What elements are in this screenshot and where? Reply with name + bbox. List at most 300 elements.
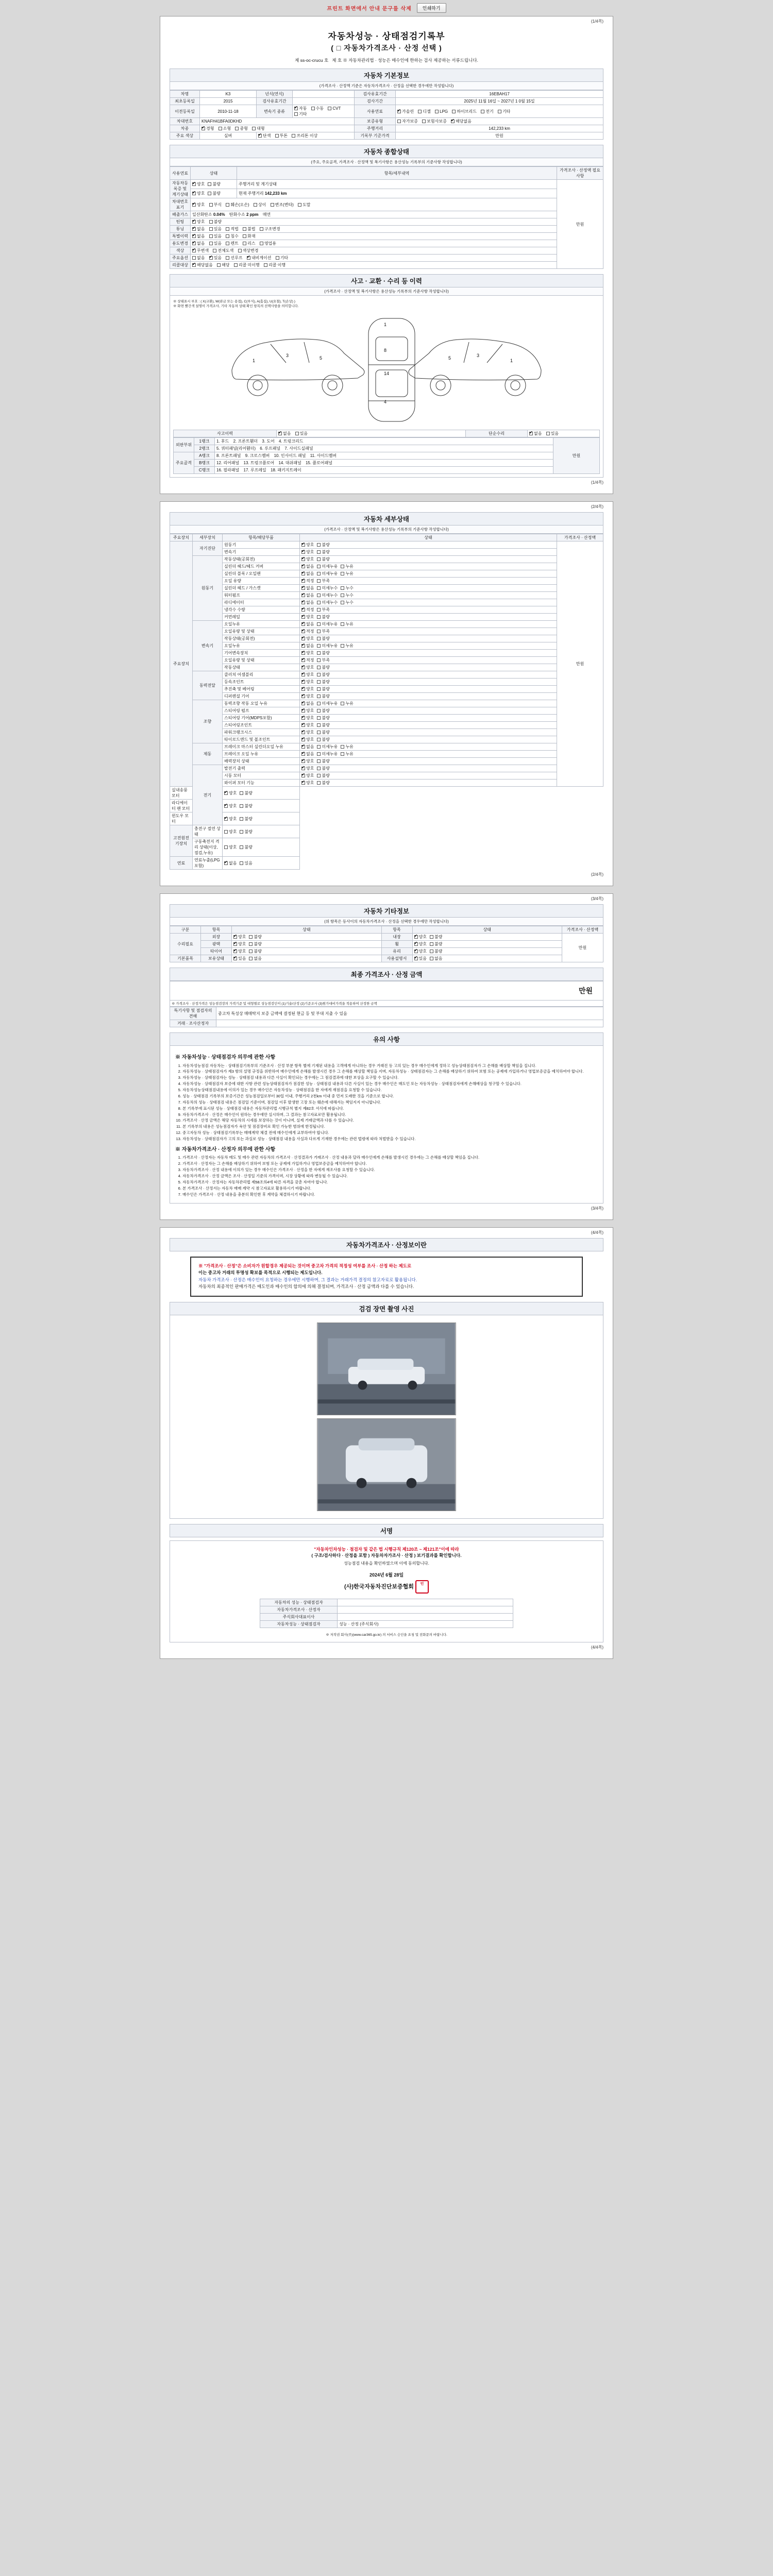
other-th-2: 상태 [232,926,382,934]
cb-d2-0c[interactable] [341,622,344,626]
detail-sub-trans: 변속기 [193,621,223,671]
detail-state-4-3[interactable]: ✔ 양호 불량 [300,722,557,729]
detail-state-1-7[interactable]: ✔ 적정 부족 [300,606,557,614]
cb-d2-5a[interactable] [301,658,305,662]
cb-doc-ok[interactable] [192,182,196,186]
detail-state-3-0[interactable]: ✔ 양호 불량 [300,671,557,679]
cb-d1-5c[interactable] [341,594,344,597]
cb-d6-4a[interactable] [224,804,228,808]
cb-d1-6c[interactable] [341,601,344,604]
other-opts2-3[interactable]: ✔ 있음 없음 [412,955,562,962]
cb-d1-0b[interactable] [317,557,321,561]
cb-d3-0b[interactable] [317,673,321,676]
cb-vin-mod[interactable] [271,203,274,207]
detail-price-col: 만원 [557,541,603,787]
cb-tint-bad[interactable] [209,220,213,224]
sign-row-value-2[interactable] [338,1613,513,1620]
accident-history-options[interactable]: ✔ 없음 있음 [277,430,466,437]
cb-vin-damage[interactable] [226,203,229,207]
cb-odo-bad[interactable] [208,192,211,195]
cb-d1-1b[interactable] [317,565,321,568]
warranty-options[interactable]: 자가보증 보험사보증 ✔ 해당없음 [396,118,603,125]
cb-d4-2b[interactable] [317,716,321,720]
cb-d6-5b[interactable] [240,817,243,821]
cb-d7-0b[interactable] [240,830,243,834]
overall-row-label-6: 특별이력 [170,233,191,240]
cb-d2-3c[interactable] [341,644,344,648]
detail-state-6-3[interactable]: ✔양호 불량 [223,787,300,800]
signature-box [170,1540,603,1642]
detail-state-4-5[interactable]: ✔ 양호 불량 [300,736,557,743]
notice-item-1-11: 12. 중고자동차 성능 · 상태점검기록부는 매매계약 체결 전에 매수인에게 교부하여야 합니다. [182,1130,598,1136]
cb-manual-yes[interactable] [414,957,418,960]
price-note-value: 중고차 특성상 매매탁지 보증 금액에 결정된 현금 등 및 부대 지출 수 있음 [216,1007,603,1020]
detail-state-7-1[interactable]: 양호 불량 [223,838,300,857]
cb-d3-3a[interactable] [301,694,305,698]
cb-type-small[interactable] [219,127,222,130]
cb-type-light[interactable] [201,127,205,130]
cb-d4-3b[interactable] [317,723,321,727]
detail-state-1-3[interactable]: ✔ 적정 부족 [300,578,557,585]
cb-color-three[interactable] [292,134,295,138]
cb-d4-1b[interactable] [317,709,321,713]
cb-d3-1b[interactable] [317,680,321,684]
other-opts2-0[interactable]: ✔ 양호 불량 [412,934,562,941]
co-value: 0.04% [213,212,225,217]
detail-sub-elec: 전기 [193,765,223,825]
cb-usage-rent[interactable] [226,242,229,245]
cb-tuning-struct[interactable] [260,227,263,231]
part-14: 14. 대쉬패널 [278,461,301,465]
other-opts-0[interactable]: ✔ 양호 불량 [232,934,382,941]
cb-tuning-yes[interactable] [209,227,213,231]
cb-option-yes[interactable] [209,256,213,260]
simple-repair-options[interactable]: ✔ 없음 있음 [528,430,600,437]
cb-transmission-manual[interactable] [311,107,315,110]
cb-int-ok[interactable] [414,935,418,939]
print-button[interactable]: 인쇄하기 [417,3,446,13]
tuning-options[interactable]: ✔ 없음 있음 적법 불법 구조변경 [191,226,557,233]
cb-wheel-bad[interactable] [430,942,433,946]
notice-item-1-8: 9. 자동차가격조사 · 산정은 매수인이 원하는 경우에만 실시하며, 그 결과는 참고자료로만 활용됩니다. [182,1112,598,1118]
detail-table [170,534,603,870]
cb-d5-1c[interactable] [341,752,344,756]
cb-d1-3a[interactable] [301,579,305,583]
part-17: 17. 루프레일 [243,468,266,472]
vehicle-type-options[interactable]: ✔ 경형 소형 중형 대형 [200,125,355,132]
cb-d7-1b[interactable] [240,845,243,849]
cb-d4-0b[interactable] [317,702,321,705]
part-18: 18. 패키지트레이 [271,468,301,472]
cb-d5-1b[interactable] [317,752,321,756]
basic-label3-1: 검사기간 [355,98,396,105]
cb-warranty-self[interactable] [397,120,401,123]
fuel-options[interactable]: ✔ 가솔린 디젤 LPG 하이브리드 전기 기타 [396,105,603,118]
detail-state-2-0[interactable]: ✔ 없음 미세누유 누유 [300,621,557,628]
cb-fuel-gasoline[interactable] [397,110,401,113]
detail-item-4-2: 스티어링 기어(MDPS포함) [223,715,300,722]
cb-d2-1a[interactable] [301,630,305,633]
detail-item-2-5: 오일유량 및 상태 [223,657,300,664]
detail-state-1-2[interactable]: ✔ 없음 미세누유 누유 [300,570,557,578]
detail-state-5-1[interactable]: ✔ 없음 미세누유 누유 [300,751,557,758]
cb-odo-ok[interactable] [192,192,196,195]
cb-d1-4b[interactable] [317,586,321,590]
detail-state-4-2[interactable]: ✔ 양호 불량 [300,715,557,722]
cb-tire-ok[interactable] [233,950,237,953]
sign-row-value-3[interactable]: 성능 · 산정 (주식회사) [338,1620,513,1628]
cb-d1-7b[interactable] [317,608,321,612]
cb-paint-none[interactable] [192,249,196,252]
cb-d1-4a[interactable] [301,586,305,590]
overall-row-label-8: 색상 [170,247,191,255]
overall-opt-0[interactable]: ✔양호 불량 [191,180,237,189]
cb-warranty-insurance[interactable] [422,120,426,123]
cb-ext-ok[interactable] [233,935,237,939]
cb-option-sunroof[interactable] [226,256,229,260]
cb-d1-5a[interactable] [301,594,305,597]
detail-state-1-0[interactable]: ✔ 양호 불량 [300,556,557,563]
detail-state-8-0[interactable]: ✔없음 있음 [223,857,300,870]
detail-item-6-1: 시동 모터 [223,772,300,779]
color-options[interactable]: ✔ 단색 투톤 쓰리톤 이상 [257,132,355,140]
cb-d8-0b[interactable] [240,861,243,865]
notice-body [170,1046,603,1204]
cb-d1-8a[interactable] [301,615,305,619]
cb-d4-3a[interactable] [301,723,305,727]
detail-state-6-2[interactable]: ✔ 양호 불량 [300,779,557,787]
print-warning: 프린트 화면에서 안내 문구를 삭제 [327,6,412,12]
cb-accident-none[interactable] [278,432,282,435]
cb-d3-2a[interactable] [301,687,305,691]
cb-warranty-none[interactable] [451,120,455,123]
cb-d2-4b[interactable] [317,651,321,655]
detail-state-7-0[interactable]: 양호 불량 [223,825,300,838]
cb-d7-1a[interactable] [224,845,228,849]
cb-fuel-lpg[interactable] [435,110,439,113]
cb-accident-yes[interactable] [295,432,299,435]
page-subtitle: ( □ 자동차가격조사 · 산정 선택 ) [331,44,442,52]
detail-state-0-0[interactable]: ✔ 양호 불량 [300,541,557,549]
cb-d1-6b[interactable] [317,601,321,604]
cb-recall-not-done[interactable] [234,263,238,267]
detail-state-6-4[interactable]: ✔양호 불량 [223,800,300,812]
detail-item-6-4: 라디에이터 팬 모터 [170,800,193,812]
cb-d0-1a[interactable] [301,550,305,554]
cb-vin-ok[interactable] [192,203,196,207]
detail-state-2-3[interactable]: ✔ 없음 미세누유 누유 [300,642,557,650]
detail-state-2-1[interactable]: ✔ 적정 부족 [300,628,557,635]
cb-tuning-legal[interactable] [226,227,229,231]
overall-th-2: 항목/세부내역 [237,167,557,180]
cb-d1-5b[interactable] [317,594,321,597]
cb-d2-3b[interactable] [317,644,321,648]
notice-item-1-6: 7. 자동차의 성능 · 상태점검 내용은 점검일 기준이며, 점검일 이후 발생한 고장 또는 훼손에 대해서는 책임지지 아니합니다. [182,1100,598,1106]
detail-state-3-3[interactable]: ✔ 양호 불량 [300,693,557,700]
cb-d1-1a[interactable] [301,565,305,568]
cb-d7-0a[interactable] [224,830,228,834]
cb-d1-2c[interactable] [341,572,344,575]
cb-tire-bad[interactable] [249,950,253,953]
detail-state-1-4[interactable]: ✔ 없음 미세누수 누수 [300,585,557,592]
other-th-0: 구분 [170,926,201,934]
detail-state-4-1[interactable]: ✔ 양호 불량 [300,707,557,715]
other-opts-1[interactable]: ✔ 양호 불량 [232,941,382,948]
detail-state-6-5[interactable]: ✔양호 불량 [223,812,300,825]
cb-polish-bad[interactable] [249,942,253,946]
signature-warning-3: 성능점검 내용을 확인하였으며 이에 동의합니다. [344,1561,429,1566]
notice-item-2-1: 2. 가격조사 · 산정자는 그 손해를 배상하기 위하여 보험 또는 공제에 가입하거나 영업보증금을 예치하여야 합니다. [182,1161,598,1167]
cb-fuel-diesel[interactable] [418,110,422,113]
cb-vin-diff[interactable] [254,203,257,207]
cb-d6-2a[interactable] [301,781,305,785]
cb-glass-ok[interactable] [414,950,418,953]
cb-d1-7a[interactable] [301,608,305,612]
cb-d1-2b[interactable] [317,572,321,575]
other-opts-2[interactable]: ✔ 양호 불량 [232,948,382,955]
svg-text:4: 4 [384,399,387,404]
other-price: 만원 [562,934,603,962]
basic-value3-1: 2025년 11월 16일 ~ 2027년 1 0월 15일 [396,98,603,105]
cb-d2-0b[interactable] [317,622,321,626]
detail-state-3-2[interactable]: ✔ 양호 불량 [300,686,557,693]
cb-int-bad[interactable] [430,935,433,939]
cb-d1-3b[interactable] [317,579,321,583]
cb-d2-5b[interactable] [317,658,321,662]
cb-tuning-illegal[interactable] [243,227,246,231]
other-opts2-1[interactable]: ✔ 양호 불량 [412,941,562,948]
cb-d1-1c[interactable] [341,565,344,568]
cb-d6-1a[interactable] [301,774,305,777]
seal-stamp: 인 [415,1580,429,1594]
cb-d4-4b[interactable] [317,731,321,734]
cb-d4-0a[interactable] [301,702,305,705]
cb-d5-0b[interactable] [317,745,321,749]
special-history-options[interactable]: ✔ 없음 있음 침수 화재 [191,233,557,240]
other-opts-3[interactable]: ✔ 있음 없음 [232,955,382,962]
cb-recall-yes[interactable] [217,263,221,267]
cb-d6-0b[interactable] [317,767,321,770]
cb-option-navi[interactable] [247,256,250,260]
detail-group-main: 주요장치 [170,541,193,787]
cb-usage-biz[interactable] [260,242,263,245]
cb-doc-bad[interactable] [208,182,211,186]
cb-d5-0a[interactable] [301,745,305,749]
cb-d2-4a[interactable] [301,651,305,655]
price-note-table [170,1007,603,1027]
basic-value-3: KNAFH41BFA0DKHD [200,118,355,125]
cb-recall-done[interactable] [264,263,267,267]
cb-d0-0a[interactable] [301,543,305,547]
rank2-items [215,445,553,452]
part-3: 3. 도어 [262,439,275,444]
cb-d4-5b[interactable] [317,738,321,741]
misc-value: 만원 [396,132,603,140]
cb-glass-bad[interactable] [430,950,433,953]
detail-state-6-1[interactable]: ✔ 양호 불량 [300,772,557,779]
cb-d6-2b[interactable] [317,781,321,785]
cb-d4-1a[interactable] [301,709,305,713]
cb-d5-2a[interactable] [301,759,305,763]
detail-item-5-2: 배력장치 상태 [223,758,300,765]
cb-option-etc[interactable] [276,256,279,260]
cb-fuel-etc[interactable] [498,110,501,113]
cb-ext-bad[interactable] [249,935,253,939]
cb-d5-0c[interactable] [341,745,344,749]
detail-state-6-0[interactable]: ✔ 양호 불량 [300,765,557,772]
usage-change-options[interactable]: ✔ 없음 있음 렌트 리스 영업용 [191,240,557,247]
tinting-options[interactable]: ✔ 양호 불량 [191,218,557,226]
cb-recall-na[interactable] [192,263,196,267]
cb-tuning-none[interactable] [192,227,196,231]
detail-state-2-6[interactable]: ✔ 양호 불량 [300,664,557,671]
detail-state-2-2[interactable]: ✔ 양호 불량 [300,635,557,642]
detail-state-3-1[interactable]: ✔ 양호 불량 [300,679,557,686]
cb-usage-lease[interactable] [243,242,246,245]
detail-item-7-1: 구동축전지 격리 상태(이상,점검,누유) [193,838,223,857]
cb-special-fire[interactable] [243,234,246,238]
cb-hold-yes[interactable] [233,957,237,960]
cb-d6-5a[interactable] [224,817,228,821]
cb-transmission-cvt[interactable] [328,107,331,110]
cb-fuel-electric[interactable] [481,110,484,113]
cb-usage-none[interactable] [192,242,196,245]
cb-d1-0a[interactable] [301,557,305,561]
transmission-options[interactable]: ✔자동 수동 CVT 기타 [293,105,355,118]
price-table [170,981,603,1007]
signature-warning-1: "자동차인차성능 · 점검자 및 같은 법 시행규칙 제120조 ~ 제121조"이에 따라 [314,1546,459,1552]
cb-d3-3b[interactable] [317,694,321,698]
overall-row-label-3: 배출가스 [170,211,191,218]
cb-transmission-auto[interactable] [294,107,298,110]
notice-item-1-4: 5. 자동차성능상태점검내용에 이의가 있는 경우 매수인은 자동차성능 · 상태점검을 한 자에게 재점검을 요청할 수 있습니다. [182,1088,598,1093]
detail-state-4-0[interactable]: ✔ 없음 미세누유 누유 [300,700,557,707]
cb-special-flood[interactable] [226,234,229,238]
other-sub-0: 외장 [201,934,232,941]
cb-d4-0c[interactable] [341,702,344,705]
cb-d2-2a[interactable] [301,637,305,640]
cb-color-single[interactable] [258,134,262,138]
cb-d6-3a[interactable] [224,791,228,795]
detail-state-1-6[interactable]: ✔ 없음 미세누수 누수 [300,599,557,606]
cb-d2-3a[interactable] [301,644,305,648]
cb-usage-yes[interactable] [209,242,213,245]
cb-d3-1a[interactable] [301,680,305,684]
cb-d1-4c[interactable] [341,586,344,590]
cb-type-large[interactable] [252,127,256,130]
cb-vin-corrosion[interactable] [209,203,213,207]
cb-polish-ok[interactable] [233,942,237,946]
cb-d5-2b[interactable] [317,759,321,763]
cb-d2-6b[interactable] [317,666,321,669]
detail-item-4-3: 스티어링조인트 [223,722,300,729]
detail-state-0-1[interactable]: ✔ 양호 불량 [300,549,557,556]
cb-option-none[interactable] [192,256,196,260]
cb-paint-change[interactable] [238,249,242,252]
cb-transmission-etc[interactable] [294,112,298,116]
cb-d3-0a[interactable] [301,673,305,676]
detail-state-5-2[interactable]: ✔ 양호 불량 [300,758,557,765]
cb-d4-2a[interactable] [301,716,305,720]
overall-th-1: 상태 [191,167,237,180]
overall-opt-1[interactable]: ✔양호 불량 [191,189,237,198]
overall-row-label-5: 튜닝 [170,226,191,233]
overall-row-label-7: 용도변경 [170,240,191,247]
cb-d1-6a[interactable] [301,601,305,604]
cb-d4-5a[interactable] [301,738,305,741]
notice-item-2-6: 7. 매수인은 가격조사 · 산정 내용을 충분히 확인한 후 계약을 체결하시기 바랍니다. [182,1192,598,1198]
cb-fuel-hybrid[interactable] [452,110,456,113]
cb-wheel-ok[interactable] [414,942,418,946]
detail-item-7-0: 충전구 절연 상태 [193,825,223,838]
detail-state-2-5[interactable]: ✔ 적정 부족 [300,657,557,664]
emission-values [191,211,557,218]
other-opts2-2[interactable]: ✔ 양호 불량 [412,948,562,955]
frame-label: 주요골격 [174,452,194,474]
page-number-2: (2/4쪽) [591,504,603,509]
detail-state-1-8[interactable]: ✔ 양호 불량 [300,614,557,621]
cb-d4-4a[interactable] [301,731,305,734]
option-options[interactable]: 없음 ✔ 있음 선루프 ✔ 내비게이션 기타 [191,255,557,262]
detail-item-6-3: 실내송풍 모터 [170,787,193,800]
cb-paint-full[interactable] [213,249,216,252]
cb-special-yes[interactable] [209,234,213,238]
cb-d1-8b[interactable] [317,615,321,619]
cb-d8-0a[interactable] [224,861,228,865]
cb-type-mid[interactable] [235,127,239,130]
cb-manual-no[interactable] [430,957,433,960]
cb-d1-2a[interactable] [301,572,305,575]
overall-detail-1 [237,189,557,198]
cb-tint-ok[interactable] [192,220,196,224]
cb-d0-0b[interactable] [317,543,321,547]
sign-row-value-0[interactable] [338,1599,513,1606]
svg-text:3: 3 [477,353,480,358]
cb-d6-4b[interactable] [240,804,243,808]
cb-color-two[interactable] [275,134,279,138]
color-change-options[interactable]: ✔ 무변색 전체도색 색상변경 [191,247,557,255]
cb-d0-1b[interactable] [317,550,321,554]
basic-label-1: 최초등록일 [170,98,200,105]
cb-d5-1a[interactable] [301,752,305,756]
cb-hold-no[interactable] [249,957,253,960]
sign-row-value-1[interactable] [338,1606,513,1613]
cb-d2-2b[interactable] [317,637,321,640]
detail-state-5-0[interactable]: ✔ 없음 미세누유 누유 [300,743,557,751]
cb-d6-0a[interactable] [301,767,305,770]
cb-d6-1b[interactable] [317,774,321,777]
detail-state-1-5[interactable]: ✔ 없음 미세누수 누수 [300,592,557,599]
recall-options[interactable]: ✔ 해당없음 해당 리콜 미이행 리콜 이행 [191,262,557,269]
cb-d2-1b[interactable] [317,630,321,633]
cb-d2-0a[interactable] [301,622,305,626]
detail-state-2-4[interactable]: ✔ 양호 불량 [300,650,557,657]
detail-state-1-1[interactable]: ✔ 없음 미세누유 누유 [300,563,557,570]
vin-options[interactable]: ✔양호 부식 훼손(오손) 상이 변조(변타) 도말 [191,198,557,211]
cb-repair-yes[interactable] [546,432,550,435]
basic-info-table [170,90,603,140]
cb-repair-none[interactable] [529,432,533,435]
part-10: 10. 인사이드 패널 [274,453,306,458]
detail-state-4-4[interactable]: ✔ 양호 불량 [300,729,557,736]
cb-special-none[interactable] [192,234,196,238]
car-diagram [173,308,600,427]
cb-d6-3b[interactable] [240,791,243,795]
cb-d3-2b[interactable] [317,687,321,691]
cb-vin-erase[interactable] [298,203,301,207]
cb-d2-6a[interactable] [301,666,305,669]
overall-row-label-2: 차대번호 표기 [170,198,191,211]
